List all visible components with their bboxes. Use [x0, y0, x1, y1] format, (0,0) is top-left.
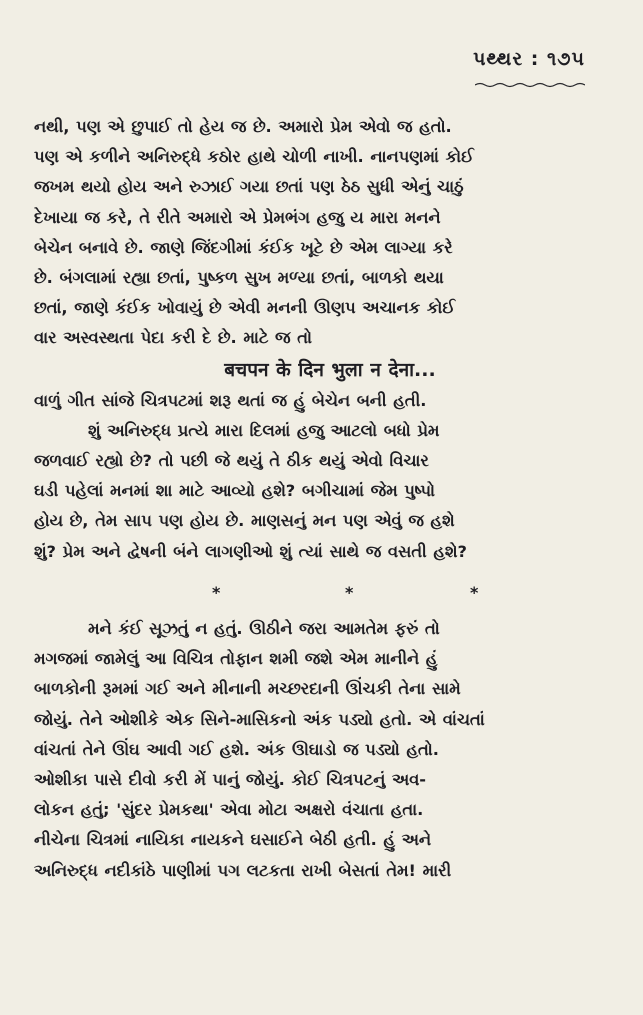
text-line: જોયું. તેને ઓશીકે એક સિને-માસિકનો અંક પડ્યો હતો. એ વાંચતાં: [34, 709, 485, 729]
text-line: બેચેન બનાવે છે. જાણે જિંદગીમાં કંઈક ખૂટે છે એમ લાગ્યા કરે: [34, 237, 453, 257]
text-line: શું? પ્રેમ અને દ્વેષની બંને લાગણીઓ શું ત્યાં સાથે જ વસતી હશે?: [34, 541, 467, 561]
divider-star: *: [345, 583, 354, 602]
paragraph-2: [34, 614, 606, 886]
text-line: વાળું ગીત સાંજે ચિત્રપટમાં શરૂ થતાં જ હું બેચેન બની હતી.: [34, 390, 427, 410]
text-line: જળવાઈ રહ્યો છે? તો પછી જે થયું તે ઠીક થયું એવો વિચાર: [34, 451, 429, 471]
song-title-line: बचपन के दिन भुला न देना...: [224, 358, 436, 381]
text-line: છતાં, જાણે કંઈક ખોવાયું છે એવી મનની ઊણપ અચાનક કોઈ: [34, 298, 455, 318]
text-line: પણ એ કળીને અનિરુદ્ધે કઠોર હાથે ચોળી નાખી. નાનપણમાં કોઈ: [34, 147, 474, 167]
text-line: મને કંઈ સૂઝતું ન હતું. ઊઠીને જરા આમતેમ ફરું તો: [88, 619, 440, 638]
text-line: વાર અસ્વસ્થતા પેદા કરી દે છે. માટે જ તો: [34, 328, 312, 348]
text-line: મગજમાં જામેલું આ વિચિત્ર તોફાન શમી જશે એમ માનીને હું: [34, 649, 438, 669]
text-line: જખમ થયો હોય અને રુઝાઈ ગયા છતાં પણ ઠેઠ સુધી એનું ચાઠું: [34, 177, 464, 197]
section-divider: [0, 583, 643, 605]
text-line: છે. બંગલામાં રહ્યા છતાં, પુષ્કળ સુખ મળ્યા છતાં, બાળકો થયા: [34, 268, 444, 288]
text-line: શું અનિરુદ્ધ પ્રત્યે મારા દિલમાં હજુ આટલો બધો પ્રેમ: [88, 420, 440, 440]
paragraph-1: [34, 112, 606, 567]
text-line: ઘડી પહેલાં મનમાં શા માટે આવ્યો હશે? બગીચામાં જેમ પુષ્પો: [34, 481, 435, 501]
text-line: દેખાયા જ કરે, તે રીતે અમારો એ પ્રેમભંગ હજુ ય મારા મનને: [34, 207, 441, 227]
text-line: લોકન હતું; 'સુંદર પ્રેમકથા' એવા મોટા અક્ષરો વંચાતા હતા.: [34, 800, 424, 820]
text-line: વાંચતાં તેને ઊંઘ આવી ગઈ હશે. અંક ઊઘાડો જ પડ્યો હતો.: [34, 739, 439, 759]
text-line: હોય છે, તેમ સાપ પણ હોય છે. માણસનું મન પણ એવું જ હશે: [34, 511, 455, 531]
divider-star: *: [470, 583, 479, 602]
running-header: પથ્થર : ૧૭૫: [473, 48, 585, 70]
text-line: બાળકોની રૂમમાં ગઈ અને મીનાની મચ્છરદાની ઊંચકી તેના સામે: [34, 679, 461, 699]
text-line: નથી, પણ એ છુપાઈ તો હેય જ છે. અમારો પ્રેમ એવો જ હતો.: [34, 117, 452, 136]
text-line: નીચેના ચિત્રમાં નાયિકા નાયકને ઘસાઈને બેઠી હતી. હું અને: [34, 830, 431, 850]
header-wavy-rule: [475, 82, 585, 88]
text-line: ઓશીકા પાસે દીવો કરી મેં પાનું જોયું. કોઈ ચિત્રપટનું અવ-: [34, 770, 426, 790]
divider-star: *: [212, 583, 221, 602]
text-line: અનિરુદ્ધ નદીકાંઠે પાણીમાં પગ લટકતા રાખી બેસતાં તેમ! મારી: [34, 860, 452, 880]
